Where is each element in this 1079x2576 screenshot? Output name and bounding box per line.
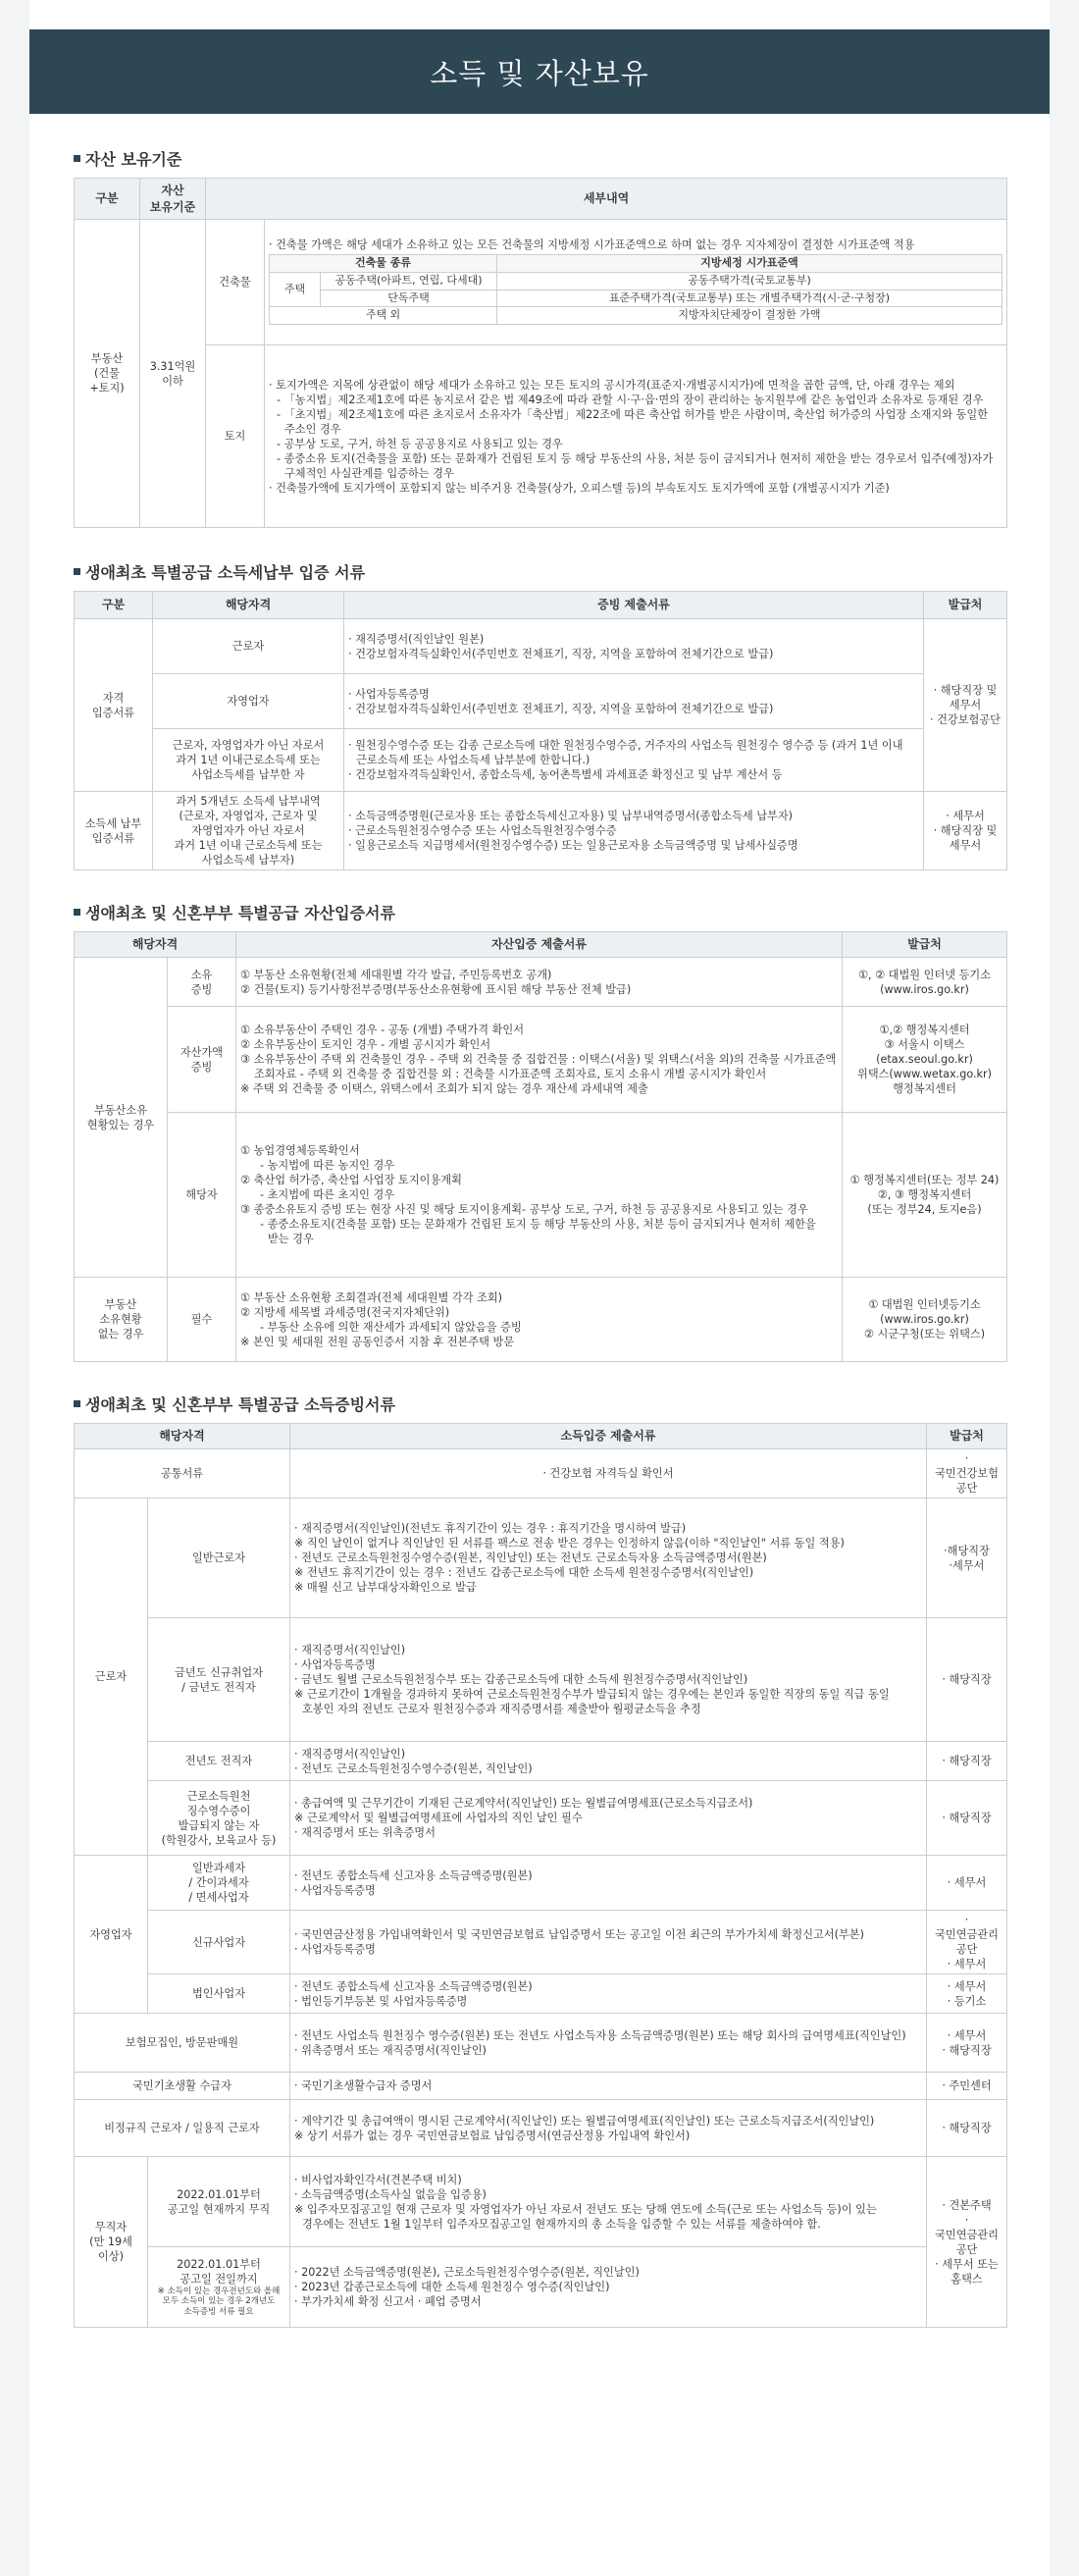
issuer-2: · 세무서 · 해당직장 및 세무서 bbox=[924, 792, 1007, 870]
tax-payment-docs-group: 소득세 납부 입증서류 bbox=[75, 792, 153, 870]
square-bullet-icon bbox=[74, 909, 80, 916]
issuer-1: · 해당직장 및 세무서 · 건강보험공단 bbox=[924, 619, 1007, 792]
content bbox=[74, 147, 1007, 2328]
page-title: 소득 및 자산보유 bbox=[430, 56, 649, 90]
header-criteria: 자산 보유기준 bbox=[140, 179, 206, 220]
owns-property-group: 부동산소유 현황있는 경우 bbox=[75, 958, 168, 1278]
building-label: 건축물 bbox=[206, 220, 265, 345]
income-proof-table: 해당자격 소득입증 제출서류 발급처 공통서류 · 건강보험 자격득실 확인서 · 국민건강보험공단 근로자 일반근로자 · 재직증명서(직인날인)(전년도 휴직기간이 있는 경우 : 휴직기간을 명시하여 발급) ※ 직인 날인이 없거나 직인날인 된 서류를 팩스로 전송 받은 경우는 인정하지 않음(이하 "직인날인" 서류 동일 적용) · 전년도 근로소득원천징수영수증(원본, 직인날인) 또는 전년도 근로소득자용 소득금액증명서(원본) ※ 전년도 휴직기간이 있는 경우 : 전년도 갑종근로소득에 대한 소득세 원천징수증명서(직인날인) ※ 매월 신고 납부대상자확인으로 발급 ·해당직장 ·세무서 금년도 신규취업자 / 금년도 전직자 · 재직증명서(직인날인) · 사업자등록증명 · 금년도 월별 근로소득원천징수부 또는 갑종근로소득에 대한 소득세 원천징수증명서(직인날인) ※ 근로기간이 1개월을 경과하지 못하여 근로소득원천징수부가 발급되지 않는 경우에는 본인과 동일한 직장의 동일 직급 동일 호봉인 자의 전년도 근로자 원천징수증과 재직증명서를 제출받아 월평균소득을 추정 · 해당직장 전년도 전직자 · 재직증명서(직인날인) · 전년도 근로소득원천징수영수증(원본, 직인날인) · 해당직장 근로소득원천 징수영수증이 발급되지 않는 자 (학원강사, 보육교사 등) · 총급여액 및 근무기간이 기재된 근로계약서(직인날인) 또는 월별급여명세표(근로소득지급조서) ※ 근로계약서 및 월별급여명세표에 사업자의 직인 날인 필수 · 재직증명서 또는 위촉증명서 · 해당직장 자영업자 일반과세자 / 간이과세자 / 면세사업자 · 전년도 종합소득세 신고자용 소득금액증명(원본) · 사업자등록증명 · 세무서 신규사업자 · 국민연금산정용 가입내역확인서 및 국민연금보험료 납입증명서 또는 공고일 이전 최근의 부가가치세 확정신고서(부본) · 사업자등록증명 · 국민연금관리공단 · 세무서 법인사업자 · 전년도 종합소득세 신고자용 소득금액증명(원본) · 법인등기부등본 및 사업자등록증명 · 세무서 · 등기소 보험모집인, 방문판매원 · 전년도 사업소득 원천징수 영수증(원본) 또는 전년도 사업소득자용 소득금액증명(원본) 또는 해당 회사의 급여명세표(직인날인) · 위촉증명서 또는 재직증명서(직인날인) · 세무서 · 해당직장 국민기초생활 수급자 · 국민기초생활수급자 증명서 · 주민센터 비정규직 근로자 / 일용직 근로자 · 계약기간 및 총급여액이 명시된 근로계약서(직인날인) 또는 월별급여명세표(직인날인) 또는 근로소득지급조서(직인날인) ※ 상기 서류가 없는 경우 국민연금보험료 납입증명서(연금산정용 가입내역 확인서) · 해당직장 무직자 (만 19세 이상) 2022.01.01부터 공고일 현재까지 무직 · 비사업자확인각서(견본주택 비치) · 소득금액증명(소득사실 없음을 입증용) ※ 입주자모집공고일 현재 근로자 및 자영업자가 아닌 자로서 전년도 또는 당해 연도에 소득(근로 또는 사업소득 등)이 있는 경우에는 전년도 1월 1일부터 입주자모집공고일 현재까지의 총 소득을 입증할 수 있는 서류를 제출하여야 함. · 견본주택 · 국민연금관리공단 · 세무서 또는 홈택스 2022.01.01부터 공고일 전일까지 ※ 소득이 있는 경우전년도와 올해 모두 소득이 있는 경우 2개년도 소득증빙 서류 필요 · 2022년 소득금액증명(원본), 근로소득원천징수영수증(원본, 직인날인) · 2023년 갑종근로소득에 대한 소득세 원천징수 영수증(직인날인) · 부가가치세 확정 신고서 · 폐업 증명서 bbox=[74, 1423, 1007, 2328]
page-title-banner bbox=[29, 29, 1050, 114]
land-details: · 토지가액은 지목에 상관없이 해당 세대가 소유하고 있는 모든 토지의 공시가격(표준지·개별공시지가)에 면적을 곱한 금액, 단, 아래 경우는 제외 - 「농지법」제2조제1호에 따른 농지로서 같은 법 제49조에 따라 관할 시·구·읍·면의 장이 관리하는 농지원부에 같은 농업인과 소유자로 등재된 경우 - 「초지법」제2조제1호에 따른 초지로서 소유자가「축산법」제22조에 따른 축산업 허가를 받은 사람이며, 축산업 허가증의 사업장 소재지와 동일한 주소인 경우 - 공부상 도로, 구거, 하천 등 공공용지로 사용되고 있는 경우 - 종중소유 토지(건축물을 포함) 또는 문화재가 건립된 토지 등 해당 부동산의 사용, 처분 등이 금지되거나 현저히 제한을 받는 경우로서 입주(예정)자가 구체적인 사실관계를 입증하는 경우 · 건축물가액에 토지가액이 포함되지 않는 비주거용 건축물(상가, 오피스텔 등)의 부속토지도 토지가액에 포함 (개별공시지가 기준) bbox=[265, 345, 1007, 528]
qualification-docs-group: 자격 입증서류 bbox=[75, 619, 153, 792]
section-title-income-proof: 생애최초 및 신혼부부 특별공급 소득증빙서류 bbox=[74, 1393, 1007, 1414]
section-title-income-tax-proof: 생애최초 특별공급 소득세납부 입증 서류 bbox=[74, 560, 1007, 582]
header-details: 세부내역 bbox=[206, 179, 1007, 220]
square-bullet-icon bbox=[74, 1400, 80, 1407]
worker-group: 근로자 bbox=[75, 1498, 148, 1856]
asset-proof-table: 해당자격 자산입증 제출서류 발급처 부동산소유 현황있는 경우 소유 증빙 ① 부동산 소유현황(전체 세대원별 각각 발급, 주민등록번호 공개) ② 건물(토지) 등기사항전부증명(부동산소유현황에 표시된 해당 부동산 전체 발급) ①, ② 대법원 인터넷 등기소 (www.iros.go.kr) 자산가액 증빙 ① 소유부동산이 주택인 경우 - 공동 (개별) 주택가격 확인서 ② 소유부동산이 토지인 경우 - 개별 공시지가 확인서 ③ 소유부동산이 주택 외 건축물인 경우 - 주택 외 건축물 중 집합건물 : 이택스(서울) 및 위택스(서울 외)의 건축물 시가표준액 조회자료 - 주택 외 건축물 중 집합건물 외 : 건축물 시가표준액 조회자료, 토지 소유시 개별 공시지가 확인서 ※ 주택 외 건축물 중 이택스, 위택스에서 조회가 되지 않는 경우 재산세 과세내역 제출 ①,② 행정복지센터 ③ 서울시 이택스(etax.seoul.go.kr) 위택스(www.wetax.go.kr) 행정복지센터 해당자 ① 농업경영체등록확인서 - 농지법에 따른 농지인 경우 ② 축산업 허가증, 축산업 사업장 토지이용계획 - 초지법에 따른 초지인 경우 ③ 종중소유토지 증빙 또는 현장 사진 및 해당 토지이용계획- 공부상 도로, 구거, 하천 등 공공용지로 사용되고 있는 경우 - 종중소유토지(건축물 포함) 또는 문화재가 건립된 토지 등 해당 부동산의 사용, 처분 등이 금지되거나 현저히 제한을 받는 경우 ① 행정복지센터(또는 정부 24) ②, ③ 행정복지센터 (또는 정부24, 토지e음) 부동산 소유현황 없는 경우 필수 ① 부동산 소유현황 조회결과(전체 세대원별 각각 조회) ② 지방세 세목별 과세증명(전국지자체단위) - 부동산 소유에 의한 재산세가 과세되지 않았음을 증빙 ※ 본인 및 세대원 전원 공동인증서 지참 후 전본주택 방문 ① 대법원 인터넷등기소 (www.iros.go.kr) ② 시군구청(또는 위택스) bbox=[74, 931, 1007, 1362]
income-tax-proof-table: 구분 해당자격 증빙 제출서류 발급처 자격 입증서류 근로자 · 재직증명서(직인날인 원본) · 건강보험자격득실확인서(주민번호 전체표기, 직장, 지역을 포함하여 전체기간으로 발급) · 해당직장 및 세무서 · 건강보험공단 자영업자 · 사업자등록증명 · 건강보험자격득실확인서(주민번호 전체표기, 직장, 지역을 포함하여 전체기간으로 발급) 근로자, 자영업자가 아닌 자로서 과거 1년 이내근로소득세 또는 사업소득세를 납부한 자 · 원천징수영수증 또는 갑종 근로소득에 대한 원천징수영수증, 거주자의 사업소득 원천징수 영수증 등 (과거 1년 이내 근로소득세 또는 사업소득세 납부분에 한합니다.) · 건강보험자격득실확인서, 종합소득세, 농어촌특별세 과세표준 확정신고 및 납부 계산서 등 소득세 납부 입증서류 과거 5개년도 소득세 납부내역 (근로자, 자영업자, 근로자 및 자영업자가 아닌 자로서 과거 1년 이내 근로소득세 또는 사업소득세 납부자) · 소득금액증명원(근로자용 또는 종합소득세신고자용) 및 납부내역증명서(종합소득세 납부자) · 근로소득원천징수영수증 또는 사업소득원천징수영수증 · 일용근로소득 지급명세서(원천징수영수증) 또는 일용근로자용 소득금액증명 및 납세사실증명 · 세무서 · 해당직장 및 세무서 bbox=[74, 591, 1007, 870]
asset-limit: 3.31억원 이하 bbox=[140, 220, 206, 528]
land-label: 토지 bbox=[206, 345, 265, 528]
square-bullet-icon bbox=[74, 155, 80, 162]
building-price-table: 건축물 종류 지방세정 시가표준액 주택 공동주택(아파트, 연립, 다세대) 공동주택가격(국토교통부) 단독주택 표준주택가격(국토교통부) 또는 개별주택가격(시·군·구청장) 주택 외 지방자치단체장이 결정한 가액 bbox=[269, 254, 1002, 325]
asset-criteria-table bbox=[74, 178, 1007, 528]
no-property-group: 부동산 소유현황 없는 경우 bbox=[75, 1278, 168, 1362]
unemployed-group: 무직자 (만 19세 이상) bbox=[75, 2157, 148, 2328]
asset-category: 부동산 (건물+토지) bbox=[75, 220, 140, 528]
unemployed-issuer: · 견본주택 · 국민연금관리공단 · 세무서 또는 홈택스 bbox=[927, 2157, 1007, 2328]
section-title-asset-criteria: 자산 보유기준 bbox=[74, 147, 1007, 169]
self-employed-group: 자영업자 bbox=[75, 1856, 148, 2014]
header-category: 구분 bbox=[75, 179, 140, 220]
building-details: · 건축물 가액은 해당 세대가 소유하고 있는 모든 건축물의 지방세정 시가표준액으로 하며 없는 경우 지자체장이 결정한 시가표준액 적용 건축물 종류 지방세정 시가표준액 주택 공동주택(아파트, 연립, 다세대) 공동주택가격(국토교통부) 단독주택 표준주택가격(국토교통부) 또는 개별주택가격(시·군·구청장) 주택 외 지방자치단체장이 결정한 가액 bbox=[265, 220, 1007, 345]
square-bullet-icon bbox=[74, 568, 80, 575]
section-title-asset-proof: 생애최초 및 신혼부부 특별공급 자산입증서류 bbox=[74, 901, 1007, 922]
